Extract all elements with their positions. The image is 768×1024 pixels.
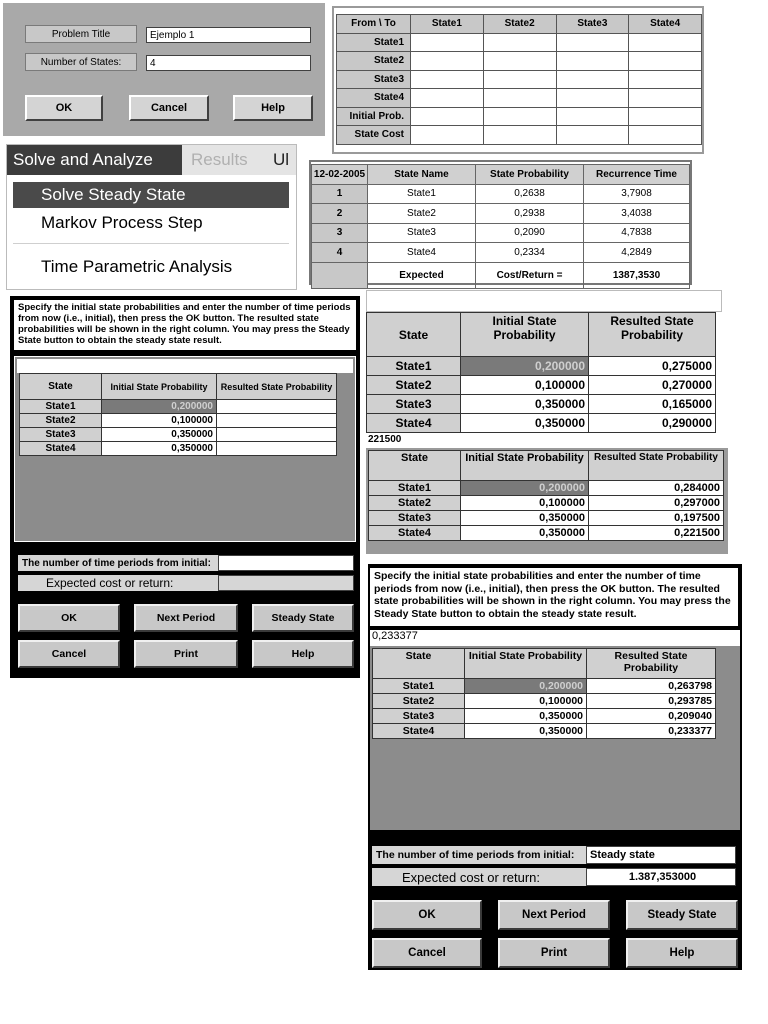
top-value-field[interactable]: 0,233377 [370, 630, 740, 646]
menu-bar [7, 145, 296, 175]
matrix-row-header: State3 [337, 70, 411, 89]
initial-prob-cell[interactable]: 0,350000 [102, 428, 217, 442]
initial-prob-cell[interactable]: 0,200000 [102, 400, 217, 414]
state-name: State3 [373, 709, 465, 724]
matrix-row-header: State4 [337, 89, 411, 108]
state-col-header: State [369, 451, 461, 481]
result-prob-cell [217, 414, 337, 428]
expected-cost-value: 1.387,353000 [586, 868, 736, 886]
zoom-top-value: 221500 [368, 434, 402, 445]
periods-input[interactable] [218, 555, 354, 571]
matrix-cell[interactable] [411, 52, 484, 71]
result-prob-cell: 0,221500 [589, 526, 724, 541]
results-recurrence: 4,7838 [584, 223, 690, 243]
initial-prob-cell[interactable]: 0,200000 [465, 679, 587, 694]
results-cost-label: Cost/Return = [476, 262, 584, 288]
result-prob-cell: 0,233377 [587, 724, 716, 739]
results-recurrence: 3,4038 [584, 204, 690, 224]
initial-prob-cell[interactable]: 0,200000 [461, 481, 589, 496]
results-index: 4 [312, 243, 368, 263]
top-value-field[interactable] [17, 359, 353, 373]
initial-prob-cell[interactable]: 0,350000 [102, 442, 217, 456]
state-name: State1 [369, 481, 461, 496]
initial-prob-col-header: Initial State Probability [461, 313, 589, 357]
solve-menu [6, 144, 297, 290]
matrix-cell[interactable] [629, 33, 702, 52]
state-probability-table [372, 648, 716, 739]
matrix-cell[interactable] [483, 70, 556, 89]
results-header: Recurrence Time [584, 165, 690, 185]
initial-prob-cell[interactable]: 0,350000 [461, 395, 589, 414]
result-prob-cell: 0,290000 [589, 414, 716, 433]
initial-prob-col-header: Initial State Probability [102, 374, 217, 400]
matrix-cell[interactable] [411, 89, 484, 108]
result-prob-col-header: Resulted State Probability [589, 313, 716, 357]
result-prob-col-header: Resulted State Probability [589, 451, 724, 481]
state-name: State2 [367, 376, 461, 395]
menu-solve-and-analyze[interactable]: Solve and Analyze [7, 145, 182, 175]
matrix-cell[interactable] [411, 70, 484, 89]
state-name: State4 [20, 442, 102, 456]
result-prob-cell: 0,197500 [589, 511, 724, 526]
grid-area [370, 630, 740, 830]
state-name: State2 [20, 414, 102, 428]
menu-separator [13, 243, 289, 244]
step-result-zoom-1 [366, 290, 722, 430]
matrix-cell[interactable] [556, 70, 629, 89]
results-header: State Name [368, 165, 476, 185]
result-prob-cell [217, 400, 337, 414]
zoom-table-1 [366, 312, 716, 433]
results-probability: 0,2334 [476, 243, 584, 263]
matrix-cell[interactable] [629, 126, 702, 145]
result-prob-cell: 0,293785 [587, 694, 716, 709]
ok-button[interactable]: OK [372, 900, 482, 930]
matrix-cell[interactable] [483, 126, 556, 145]
matrix-row-header: State Cost [337, 126, 411, 145]
state-name: State4 [369, 526, 461, 541]
steady-state-button[interactable]: Steady State [252, 604, 354, 632]
matrix-col-header: State3 [556, 15, 629, 34]
transition-matrix-grid [332, 6, 704, 154]
problem-title-input[interactable]: Ejemplo 1 [146, 27, 311, 43]
results-recurrence: 3,7908 [584, 184, 690, 204]
matrix-cell[interactable] [556, 89, 629, 108]
steady-results-table [311, 164, 690, 289]
instructions-text: Specify the initial state probabilities and enter the number of time periods from now (i.e., initial), then press the OK button. The resulted state probabilities will be shown in the right column. You may press the Steady State button to obtain the steady state result. [14, 300, 356, 350]
state-col-header: State [367, 313, 461, 357]
next-period-button[interactable]: Next Period [134, 604, 238, 632]
matrix-cell[interactable] [556, 126, 629, 145]
matrix-row-header: Initial Prob. [337, 107, 411, 126]
result-prob-cell: 0,284000 [589, 481, 724, 496]
initial-prob-col-header: Initial State Probability [465, 649, 587, 679]
initial-prob-cell[interactable]: 0,350000 [465, 709, 587, 724]
cancel-button[interactable]: Cancel [18, 640, 120, 668]
menu-item-markov-process-step[interactable]: Markov Process Step [41, 213, 203, 232]
matrix-cell[interactable] [629, 70, 702, 89]
results-recurrence: 4,2849 [584, 243, 690, 263]
expected-cost-label: Expected cost or return: [18, 575, 218, 591]
results-expected-value: 1387,3530 [584, 262, 690, 288]
matrix-col-header: State4 [629, 15, 702, 34]
menu-results[interactable]: Results [191, 150, 248, 169]
initial-prob-cell[interactable]: 0,350000 [461, 414, 589, 433]
steady-state-button[interactable]: Steady State [626, 900, 738, 930]
print-button[interactable]: Print [134, 640, 238, 668]
result-prob-cell [217, 428, 337, 442]
result-prob-col-header: Resulted State Probability [217, 374, 337, 400]
state-probability-table [19, 373, 337, 456]
state-name: State3 [20, 428, 102, 442]
periods-label: The number of time periods from initial: [372, 846, 586, 864]
state-name: State1 [373, 679, 465, 694]
periods-input[interactable]: Steady state [586, 846, 736, 864]
matrix-cell[interactable] [483, 89, 556, 108]
matrix-cell[interactable] [556, 52, 629, 71]
matrix-cell[interactable] [483, 33, 556, 52]
initial-prob-cell[interactable]: 0,200000 [461, 357, 589, 376]
results-index: 1 [312, 184, 368, 204]
matrix-cell[interactable] [556, 33, 629, 52]
cancel-button[interactable]: Cancel [129, 95, 209, 121]
result-prob-cell: 0,263798 [587, 679, 716, 694]
initial-prob-cell[interactable]: 0,350000 [461, 526, 589, 541]
initial-prob-cell[interactable]: 0,100000 [102, 414, 217, 428]
problem-title-label: Problem Title [25, 25, 137, 43]
results-state-name: State1 [368, 184, 476, 204]
matrix-cell[interactable] [483, 107, 556, 126]
results-header: State Probability [476, 165, 584, 185]
results-index: 3 [312, 223, 368, 243]
steady-state-results [309, 160, 692, 285]
grid-area [14, 356, 356, 542]
state-name: State1 [367, 357, 461, 376]
print-button[interactable]: Print [498, 938, 610, 968]
matrix-col-header: State2 [483, 15, 556, 34]
result-prob-cell: 0,275000 [589, 357, 716, 376]
results-probability: 0,2638 [476, 184, 584, 204]
markov-step-dialog [10, 296, 360, 678]
results-probability: 0,2090 [476, 223, 584, 243]
state-name: State4 [367, 414, 461, 433]
matrix-corner-header: From \ To [337, 15, 411, 34]
matrix-cell[interactable] [629, 107, 702, 126]
zoom-table-2 [368, 450, 724, 541]
results-state-name: State3 [368, 223, 476, 243]
number-of-states-label: Number of States: [25, 53, 137, 71]
menu-item-time-parametric-analysis[interactable]: Time Parametric Analysis [41, 257, 233, 276]
steady-state-dialog [368, 564, 742, 970]
cancel-button[interactable]: Cancel [372, 938, 482, 968]
step-result-zoom-2 [366, 434, 728, 554]
state-name: State4 [373, 724, 465, 739]
menu-item-solve-steady-state[interactable]: Solve Steady State [13, 182, 289, 208]
state-name: State3 [369, 511, 461, 526]
initial-prob-cell[interactable]: 0,100000 [465, 694, 587, 709]
periods-label: The number of time periods from initial: [18, 555, 218, 571]
next-period-button[interactable]: Next Period [498, 900, 610, 930]
state-col-header: State [20, 374, 102, 400]
instructions-text: Specify the initial state probabilities and enter the number of time periods from now (i.e., initial), then press the OK button. The resulted state probabilities will be shown in the right column. You may press the Steady State button to obtain the steady state result. [370, 568, 738, 626]
state-name: State2 [369, 496, 461, 511]
ok-button[interactable]: OK [25, 95, 103, 121]
result-prob-col-header: Resulted State Probability [587, 649, 716, 679]
initial-prob-cell[interactable]: 0,100000 [461, 496, 589, 511]
matrix-cell[interactable] [411, 126, 484, 145]
results-state-name: State2 [368, 204, 476, 224]
initial-prob-cell[interactable]: 0,350000 [461, 511, 589, 526]
results-index: 2 [312, 204, 368, 224]
help-button[interactable]: Help [626, 938, 738, 968]
matrix-cell[interactable] [411, 107, 484, 126]
initial-prob-col-header: Initial State Probability [461, 451, 589, 481]
results-probability: 0,2938 [476, 204, 584, 224]
ok-button[interactable]: OK [18, 604, 120, 632]
expected-cost-label: Expected cost or return: [372, 868, 586, 886]
initial-prob-cell[interactable]: 0,350000 [465, 724, 587, 739]
result-prob-cell: 0,297000 [589, 496, 724, 511]
zoom-top-bar [366, 290, 722, 312]
matrix-cell[interactable] [629, 89, 702, 108]
state-name: State1 [20, 400, 102, 414]
matrix-table [336, 14, 702, 145]
results-footer-blank [312, 262, 368, 288]
expected-cost-value [218, 575, 354, 591]
help-button[interactable]: Help [252, 640, 354, 668]
matrix-cell[interactable] [411, 33, 484, 52]
result-prob-cell [217, 442, 337, 456]
result-prob-cell: 0,270000 [589, 376, 716, 395]
results-expected-label: Expected [368, 262, 476, 288]
initial-prob-cell[interactable]: 0,100000 [461, 376, 589, 395]
state-col-header: State [373, 649, 465, 679]
matrix-row-header: State2 [337, 52, 411, 71]
results-state-name: State4 [368, 243, 476, 263]
matrix-col-header: State1 [411, 15, 484, 34]
matrix-cell[interactable] [483, 52, 556, 71]
matrix-cell[interactable] [629, 52, 702, 71]
number-of-states-input[interactable]: 4 [146, 55, 311, 71]
result-prob-cell: 0,165000 [589, 395, 716, 414]
state-name: State3 [367, 395, 461, 414]
result-prob-cell: 0,209040 [587, 709, 716, 724]
matrix-row-header: State1 [337, 33, 411, 52]
state-name: State2 [373, 694, 465, 709]
problem-setup-dialog [3, 3, 325, 136]
results-date-header: 12-02-2005 [312, 165, 368, 185]
menu-utilities[interactable]: Ul [273, 150, 290, 169]
help-button[interactable]: Help [233, 95, 313, 121]
matrix-cell[interactable] [556, 107, 629, 126]
